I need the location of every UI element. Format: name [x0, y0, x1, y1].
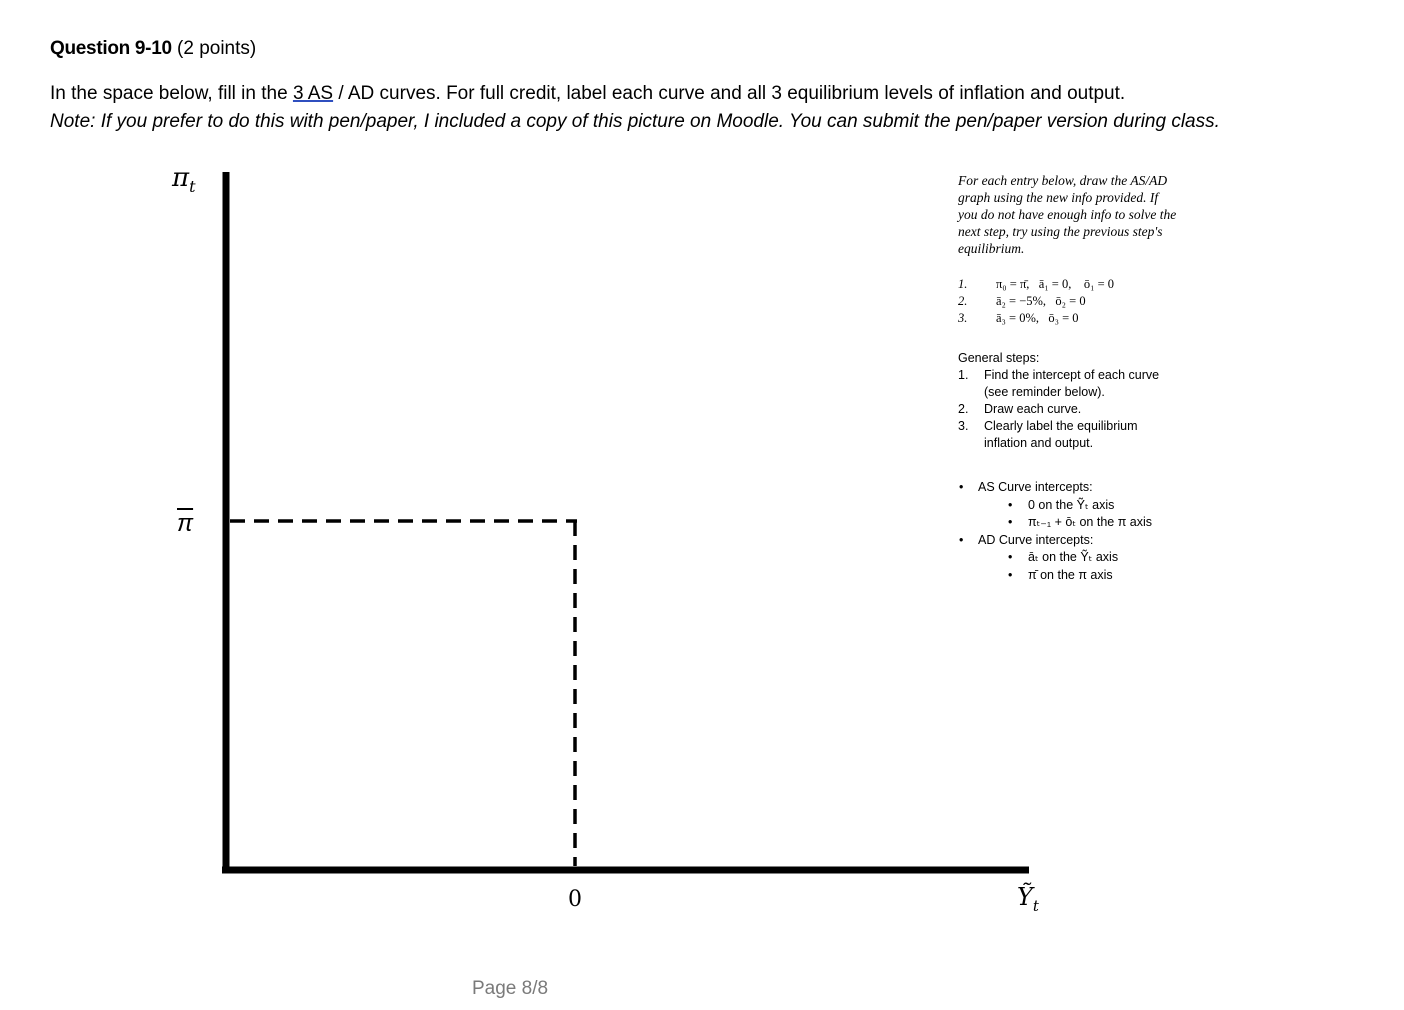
- bullet-icon: •: [1008, 550, 1013, 564]
- as-intercept-text: 0 on the Ỹₜ axis: [1028, 497, 1115, 512]
- note-text: Note: If you prefer to do this with pen/paper, I included a copy of this picture on Moodle. You can submit the pen/paper version during class.: [50, 111, 1220, 132]
- step-item: [958, 367, 1178, 401]
- ad-intercept-text: āₜ on the Ỹₜ axis: [1028, 550, 1119, 564]
- step-text: Draw each curve.: [984, 402, 1082, 416]
- ad-intercept-text: π̄ on the π axis: [1028, 567, 1113, 582]
- ad-intercept-item: [958, 549, 1178, 567]
- instructions-intro: For each entry below, draw the AS/AD graph using the new info provided. If you do not have enough info to solve the next step, try using the previous step's equilibrium.: [958, 173, 1177, 256]
- bullet-icon: •: [1008, 497, 1013, 512]
- as-title: AS Curve intercepts:: [978, 480, 1093, 494]
- entry-number: 2.: [958, 294, 968, 308]
- bullet-icon: •: [1008, 515, 1013, 529]
- ad-intercept-item: [958, 567, 1178, 585]
- step-number: 2.: [958, 402, 969, 416]
- entry-item: [958, 310, 1178, 327]
- ad-title: AD Curve intercepts:: [978, 532, 1094, 547]
- entry-text: ā₃ = 0%, ō₃ = 0: [996, 311, 1079, 325]
- bullet-icon: •: [959, 480, 964, 494]
- x-axis-symbol: Ỹ: [1017, 883, 1033, 911]
- entries-list: [958, 276, 1178, 327]
- instructions-panel: [958, 172, 1178, 584]
- question-number: Question 9-10: [50, 38, 172, 59]
- as-intercepts-heading: [958, 479, 1178, 497]
- steps-title: General steps:: [958, 351, 1040, 365]
- step-number: 1.: [958, 368, 969, 382]
- as-intercept-item: [958, 514, 1178, 532]
- question-points: (2 points): [177, 38, 257, 59]
- y-axis-subscript: t: [189, 177, 196, 196]
- as-intercept-text: πₜ₋₁ + ōₜ on the π axis: [1028, 515, 1153, 529]
- step-text: Clearly label the equilibrium inflation and output.: [984, 419, 1138, 450]
- step-text: Find the intercept of each curve (see reminder below).: [984, 368, 1160, 399]
- instruction-part-1: In the space below, fill in the: [50, 83, 293, 104]
- intercepts-list: [958, 479, 1178, 584]
- instruction-part-2: / AD curves. For full credit, label each curve and all 3 equilibrium levels of inflation and output.: [333, 83, 1126, 104]
- y-axis-label: [172, 163, 196, 196]
- step-item: [958, 401, 1178, 418]
- as-intercept-item: [958, 497, 1178, 515]
- step-item: [958, 418, 1178, 452]
- bullet-icon: •: [959, 532, 964, 547]
- entry-text: ā₂ = −5%, ō₂ = 0: [996, 294, 1086, 308]
- step-number: 3.: [958, 419, 969, 433]
- page-number: Page 8/8: [472, 978, 549, 999]
- x-axis-subscript: t: [1032, 897, 1039, 915]
- instruction-underlined: 3 AS: [292, 83, 334, 104]
- y-axis-symbol: π: [172, 163, 190, 193]
- x-axis-label: [1017, 883, 1039, 915]
- entry-item: [958, 293, 1178, 310]
- entry-number: 1.: [958, 277, 968, 291]
- entry-text: π₀ = π̄, ā₁ = 0, ō₁ = 0: [996, 277, 1115, 291]
- ad-intercepts-heading: [958, 532, 1178, 550]
- x-tick-zero: 0: [568, 887, 582, 912]
- pi-bar-symbol: $\overline{\pi}$: [177, 510, 194, 537]
- bullet-icon: •: [1008, 567, 1013, 582]
- pi-bar-label: [177, 510, 193, 538]
- entry-number: 3.: [958, 311, 968, 325]
- entry-item: [958, 276, 1178, 293]
